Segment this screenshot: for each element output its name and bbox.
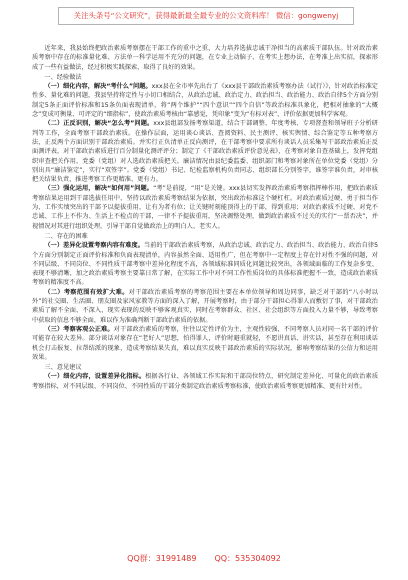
item-lead: （二）正反识别，解决“怎么考”问题。 [44, 120, 154, 128]
section-2-item-3 [32, 325, 378, 362]
promo-banner: 关注头条号“公文研究”，获得最新最全最专业的公文资料库！ 微信：gongwenyj [58, 7, 354, 25]
item-lead: （一）细化内容，解决“考什么”问题。 [44, 83, 152, 91]
qq-number: 535304092 [235, 554, 281, 563]
item-lead: （三）考察客观公正难。 [44, 325, 114, 333]
item-lead: （三）强化运用，解决“如何用”问题。 [44, 185, 154, 193]
section-heading-3: 三、意见建议 [44, 364, 82, 372]
item-lead: （二）考察范围有效扩大难。 [44, 288, 129, 296]
contact-footer [0, 551, 408, 567]
section-1-item-2 [32, 119, 378, 184]
section-2-item-2 [32, 288, 378, 325]
item-body: 当前的干部政治素质考察，从政治忠诚、政治定力、政治担当、政治能力、政治自律5个方面分别制定正面评价标准和负面表现清单，内容虽然全面、适用性广，但在考察中一定程度上存在针对性不强的问题，对不同层级、不同岗位、不同性质干部考察中差异化程度不高，各领域标准同质化问题比较突出，各领域面临的工作复杂多变、表现不够清晰，加之政治素质考察主要靠日常了解，在实际工作中对不同工作性质岗位的具体标准把握不一致，造成政治素质考察的精准度不高。 [32, 242, 378, 287]
item-lead: （一）差异化设置考察内容有难度。 [44, 242, 144, 250]
qq-group-label: QQ群： [127, 554, 156, 563]
section-heading-1: 一、经验做法 [44, 73, 82, 81]
item-body: 根据各行业、各领域工作实际和干部岗位特点，研究制定差异化、可量化的政治素质考察指标，对不同层级、不同岗位、不同性质的干部分类制定政治素质考察标准，使政治素质考察更加精准、更有针对性。 [32, 373, 378, 390]
section-heading-2: 二、存在的困难 [44, 232, 88, 240]
intro-paragraph: 近年来，我县始终把政治素质考察摆在干部工作的重中之重，大力培养选拔忠诚干净担当的高素质干部队伍。针对政治素质考察中存在的标准量化难、方法单一科学运用不充分的问题，在专业上动脑子、在考实上想办法，在考准上出实招，探索形成了一些有益做法，经过积极实践探索，取得了良好的效果。 [32, 45, 378, 71]
item-body: 对干部政治素质考察的考察范围主要在本单位领导和周边同事，缺乏对干部的“八小时以外”的社交圈、生活圈、朋友圈及家风家教等方面的深入了解，开展考察时，由于部分干部担心得罪人而敷衍了事，对干部政治素质了解不全面、不深入，现实表现的反映不够客观真实，同时在考察群众、社区、社会组织等方面投入力量不够，导致考察中获取的信息不够全面，难以作为准确判断干部政治素质的依据。 [32, 288, 378, 324]
qq-label: QQ： [214, 554, 236, 563]
item-body: “考”是前提，“用”是关键。xxx县切实发挥政治素质考察指挥棒作用，把政治素质考察结果运用到干部选拔任用中，坚持以政治素质考察结果为依据，突出政治标准这个硬杠杠。对政治素质过硬、勇于担当作为、工作实绩突出的干部予以提拔重用，让有为者有位；让关键时刻能顶得上的干部，得到重用；对政治素质不过硬、对党不忠诚、工作上不作为、生活上不检点的干部，一律不予提拔重用，坚决调整处理，做到政治素质不过关的实行“一票否决”，并视情况对其进行组织处理，引导干部自觉做政治上的明白人、老实人。 [32, 185, 378, 230]
section-3-item-1 [32, 372, 378, 391]
section-1-item-1 [32, 82, 378, 119]
section-1-item-3 [32, 184, 378, 230]
item-body: 对干部政治素质的考察，往往以定性评价为主，主观性较强，不同考察人员对同一名干部的评价可能存在较大差异。部分谈话对象存在“老好人”思想，怕得罪人，评价时避重就轻，不愿讲真话、讲实话，甚至存在利用谈话机会打击报复、拉帮结派的现象，造成考察结果失真，难以真实反映干部政治素质的实际状况，影响考察结果的公信力和运用效果。 [32, 325, 378, 361]
item-body: xxx县组部发扬考察渠道，结合干部调整、年度考核、专项督查和领导班子分析研判等工作，全面考察干部政治素质。在操作层面，运用谈心谈话、查阅资料、民主测评、核实舆情、综合鉴定等五种考察方法，正反两个方面识别干部政治素质。并实行正负清单正反向测评，在干部考察中要求所有谈话人员采集写干部政治素质正反面测评表，对干部政治素质进行百分制量化测评评分；制定了《干部政治素质评价意见表》，在考察对象自查基础上，发挥党组织审查把关作用，党委（党组）对人选政治素质把关。廉洁情况由县纪委监委、组织部门和考察对象所在单位党委（党组）分别出具“廉洁鉴定”，实行“双签字”。党委（党组）书记、纪检监察机构负责同志、组织部长分别签字，谁签字谁负责，对审核把关结果负责，推进考察工作更精准、更有力。 [32, 120, 378, 184]
document-body [32, 44, 378, 549]
item-lead: （一）细化内容，设置差异化指标。 [44, 373, 146, 381]
item-body: xxx县在全市率先出台了《xxx县干部政治素质考察办法（试行）》，针对政治标准定性多、量化难的问题，我县坚持将定性与小切口相结合，从政治忠诚、政治定力、政治担当、政治能力、政治自律5个方面分别制定5条正面评价标准和15条负面表现清单，将“两个维护”“四个意识”“四个自信”等政治标准具象化，把相对抽象的“大概念”变成可衡量、可评定的“细指标”，使政治素质考核由“靠感觉，凭印象”变为“有标对表”，评价依据更加科学客观。 [32, 83, 378, 119]
qq-group-number: 31991489 [155, 554, 197, 563]
section-2-item-1 [32, 241, 378, 287]
